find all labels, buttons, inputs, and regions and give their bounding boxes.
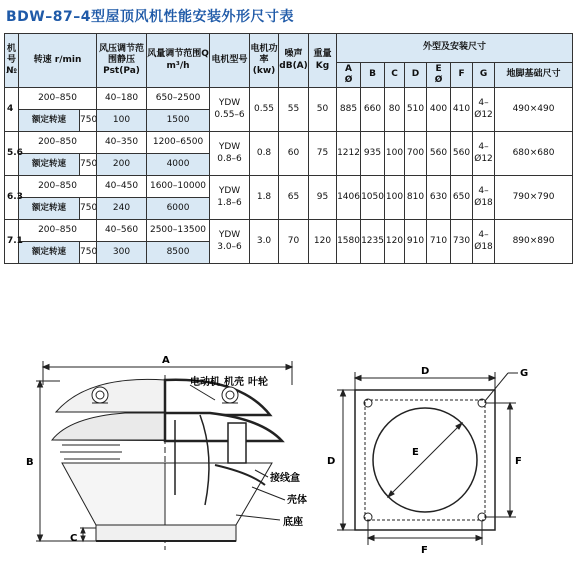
pressure-range-cell: 40–180 — [97, 88, 147, 110]
pressure-rated-cell: 200 — [97, 154, 147, 176]
label-b: B — [26, 457, 34, 468]
machine-no-cell: 7.1 — [5, 220, 19, 264]
dim-c-cell: 120 — [385, 220, 405, 264]
pressure-range-cell: 40–450 — [97, 176, 147, 198]
noise-cell: 70 — [279, 220, 309, 264]
speed-range-cell: 200–850 — [19, 176, 97, 198]
dim-b-cell: 935 — [361, 132, 385, 176]
dim-a-cell: 1580 — [337, 220, 361, 264]
rated-speed-label: 额定转速 — [19, 110, 80, 132]
label-c: C — [70, 533, 78, 544]
foundation-cell: 490×490 — [495, 88, 573, 132]
weight-cell: 95 — [309, 176, 337, 220]
rated-speed-cell: 750 — [80, 110, 97, 132]
noise-cell: 60 — [279, 132, 309, 176]
dim-e-cell: 400 — [427, 88, 451, 132]
header-foundation: 地脚基础尺寸 — [495, 63, 573, 88]
rated-speed-cell: 750 — [80, 154, 97, 176]
pressure-rated-cell: 240 — [97, 198, 147, 220]
label-g: G — [520, 368, 529, 379]
header-motor-model: 电机型号 — [210, 34, 250, 88]
header-d: D — [405, 63, 427, 88]
flow-range-cell: 1600–10000 — [147, 176, 210, 198]
header-noise: 噪声 dB(A) — [279, 34, 309, 88]
label-base: 底座 — [283, 517, 303, 528]
motor-power-cell: 0.55 — [250, 88, 279, 132]
label-housing: 机壳 — [224, 377, 244, 388]
foundation-cell: 890×890 — [495, 220, 573, 264]
speed-range-cell: 200–850 — [19, 220, 97, 242]
flow-range-cell: 650–2500 — [147, 88, 210, 110]
header-machine-no: 机号№ — [5, 34, 19, 88]
header-a: A Ø — [337, 63, 361, 88]
header-dims: 外型及安装尺寸 — [337, 34, 573, 63]
label-f-right: F — [515, 456, 522, 467]
dim-a-cell: 885 — [337, 88, 361, 132]
table-row — [5, 88, 573, 110]
flow-rated-cell: 6000 — [147, 198, 210, 220]
header-motor-power: 电机功率 (kw) — [250, 34, 279, 88]
header-g: G — [473, 63, 495, 88]
pressure-rated-cell: 100 — [97, 110, 147, 132]
noise-cell: 65 — [279, 176, 309, 220]
motor-model-cell: YDW 3.0–6 — [210, 220, 250, 264]
dim-g-cell: 4–Ø12 — [473, 132, 495, 176]
speed-range-cell: 200–850 — [19, 132, 97, 154]
flow-rated-cell: 1500 — [147, 110, 210, 132]
dim-a-cell: 1212 — [337, 132, 361, 176]
label-a: A — [162, 355, 170, 366]
side-view-drawing — [36, 361, 292, 550]
machine-no-cell: 5.6 — [5, 132, 19, 176]
pressure-range-cell: 40–560 — [97, 220, 147, 242]
dim-g-cell: 4–Ø18 — [473, 176, 495, 220]
plan-view-drawing — [337, 372, 518, 545]
motor-power-cell: 1.8 — [250, 176, 279, 220]
header-b: B — [361, 63, 385, 88]
flow-rated-cell: 4000 — [147, 154, 210, 176]
dim-a-cell: 1406 — [337, 176, 361, 220]
dim-c-cell: 80 — [385, 88, 405, 132]
dim-c-cell: 100 — [385, 132, 405, 176]
flow-range-cell: 1200–6500 — [147, 132, 210, 154]
table-row — [5, 220, 573, 242]
noise-cell: 55 — [279, 88, 309, 132]
rated-speed-label: 额定转速 — [19, 198, 80, 220]
weight-cell: 50 — [309, 88, 337, 132]
label-f-bottom: F — [421, 545, 428, 556]
pressure-range-cell: 40–350 — [97, 132, 147, 154]
dim-e-cell: 710 — [427, 220, 451, 264]
label-d-top: D — [421, 366, 430, 377]
header-airflow: 风量调节范围Q m³/h — [147, 34, 210, 88]
page-title: BDW–87–4型屋顶风机性能安装外形尺寸表 — [6, 9, 294, 25]
motor-model-cell: YDW 1.8–6 — [210, 176, 250, 220]
rated-speed-cell: 750 — [80, 198, 97, 220]
dim-d-cell: 700 — [405, 132, 427, 176]
pressure-rated-cell: 300 — [97, 242, 147, 264]
fan-drawings — [0, 345, 556, 566]
dim-e-cell: 560 — [427, 132, 451, 176]
machine-no-cell: 6.3 — [5, 176, 19, 220]
label-impeller: 叶轮 — [248, 377, 268, 388]
dim-d-cell: 810 — [405, 176, 427, 220]
dim-e-cell: 630 — [427, 176, 451, 220]
motor-power-cell: 3.0 — [250, 220, 279, 264]
header-e: E Ø — [427, 63, 451, 88]
motor-model-cell: YDW 0.55–6 — [210, 88, 250, 132]
label-d-left: D — [327, 456, 336, 467]
header-c: C — [385, 63, 405, 88]
header-pressure: 风压调节范围静压 Pst(Pa) — [97, 34, 147, 88]
foundation-cell: 680×680 — [495, 132, 573, 176]
dim-g-cell: 4–Ø18 — [473, 220, 495, 264]
speed-range-cell: 200–850 — [19, 88, 97, 110]
dim-d-cell: 510 — [405, 88, 427, 132]
table-row — [5, 132, 573, 154]
header-f: F — [451, 63, 473, 88]
dim-b-cell: 1050 — [361, 176, 385, 220]
flow-range-cell: 2500–13500 — [147, 220, 210, 242]
foundation-cell: 790×790 — [495, 176, 573, 220]
dim-f-cell: 650 — [451, 176, 473, 220]
weight-cell: 120 — [309, 220, 337, 264]
header-speed: 转速 r/min — [19, 34, 97, 88]
dim-d-cell: 910 — [405, 220, 427, 264]
flow-rated-cell: 8500 — [147, 242, 210, 264]
label-junction-box: 接线盒 — [270, 473, 300, 484]
motor-power-cell: 0.8 — [250, 132, 279, 176]
dim-g-cell: 4–Ø12 — [473, 88, 495, 132]
label-shell: 壳体 — [287, 495, 307, 506]
rated-speed-label: 额定转速 — [19, 154, 80, 176]
dim-f-cell: 730 — [451, 220, 473, 264]
dim-b-cell: 660 — [361, 88, 385, 132]
header-weight: 重量 Kg — [309, 34, 337, 88]
dim-f-cell: 410 — [451, 88, 473, 132]
rated-speed-label: 额定转速 — [19, 242, 80, 264]
spec-table — [4, 33, 573, 264]
label-motor: 电动机 — [190, 377, 220, 388]
dim-b-cell: 1235 — [361, 220, 385, 264]
rated-speed-cell: 750 — [80, 242, 97, 264]
label-e: E — [412, 447, 419, 458]
table-row — [5, 176, 573, 198]
dim-f-cell: 560 — [451, 132, 473, 176]
machine-no-cell: 4 — [5, 88, 19, 132]
weight-cell: 75 — [309, 132, 337, 176]
dim-c-cell: 100 — [385, 176, 405, 220]
motor-model-cell: YDW 0.8–6 — [210, 132, 250, 176]
